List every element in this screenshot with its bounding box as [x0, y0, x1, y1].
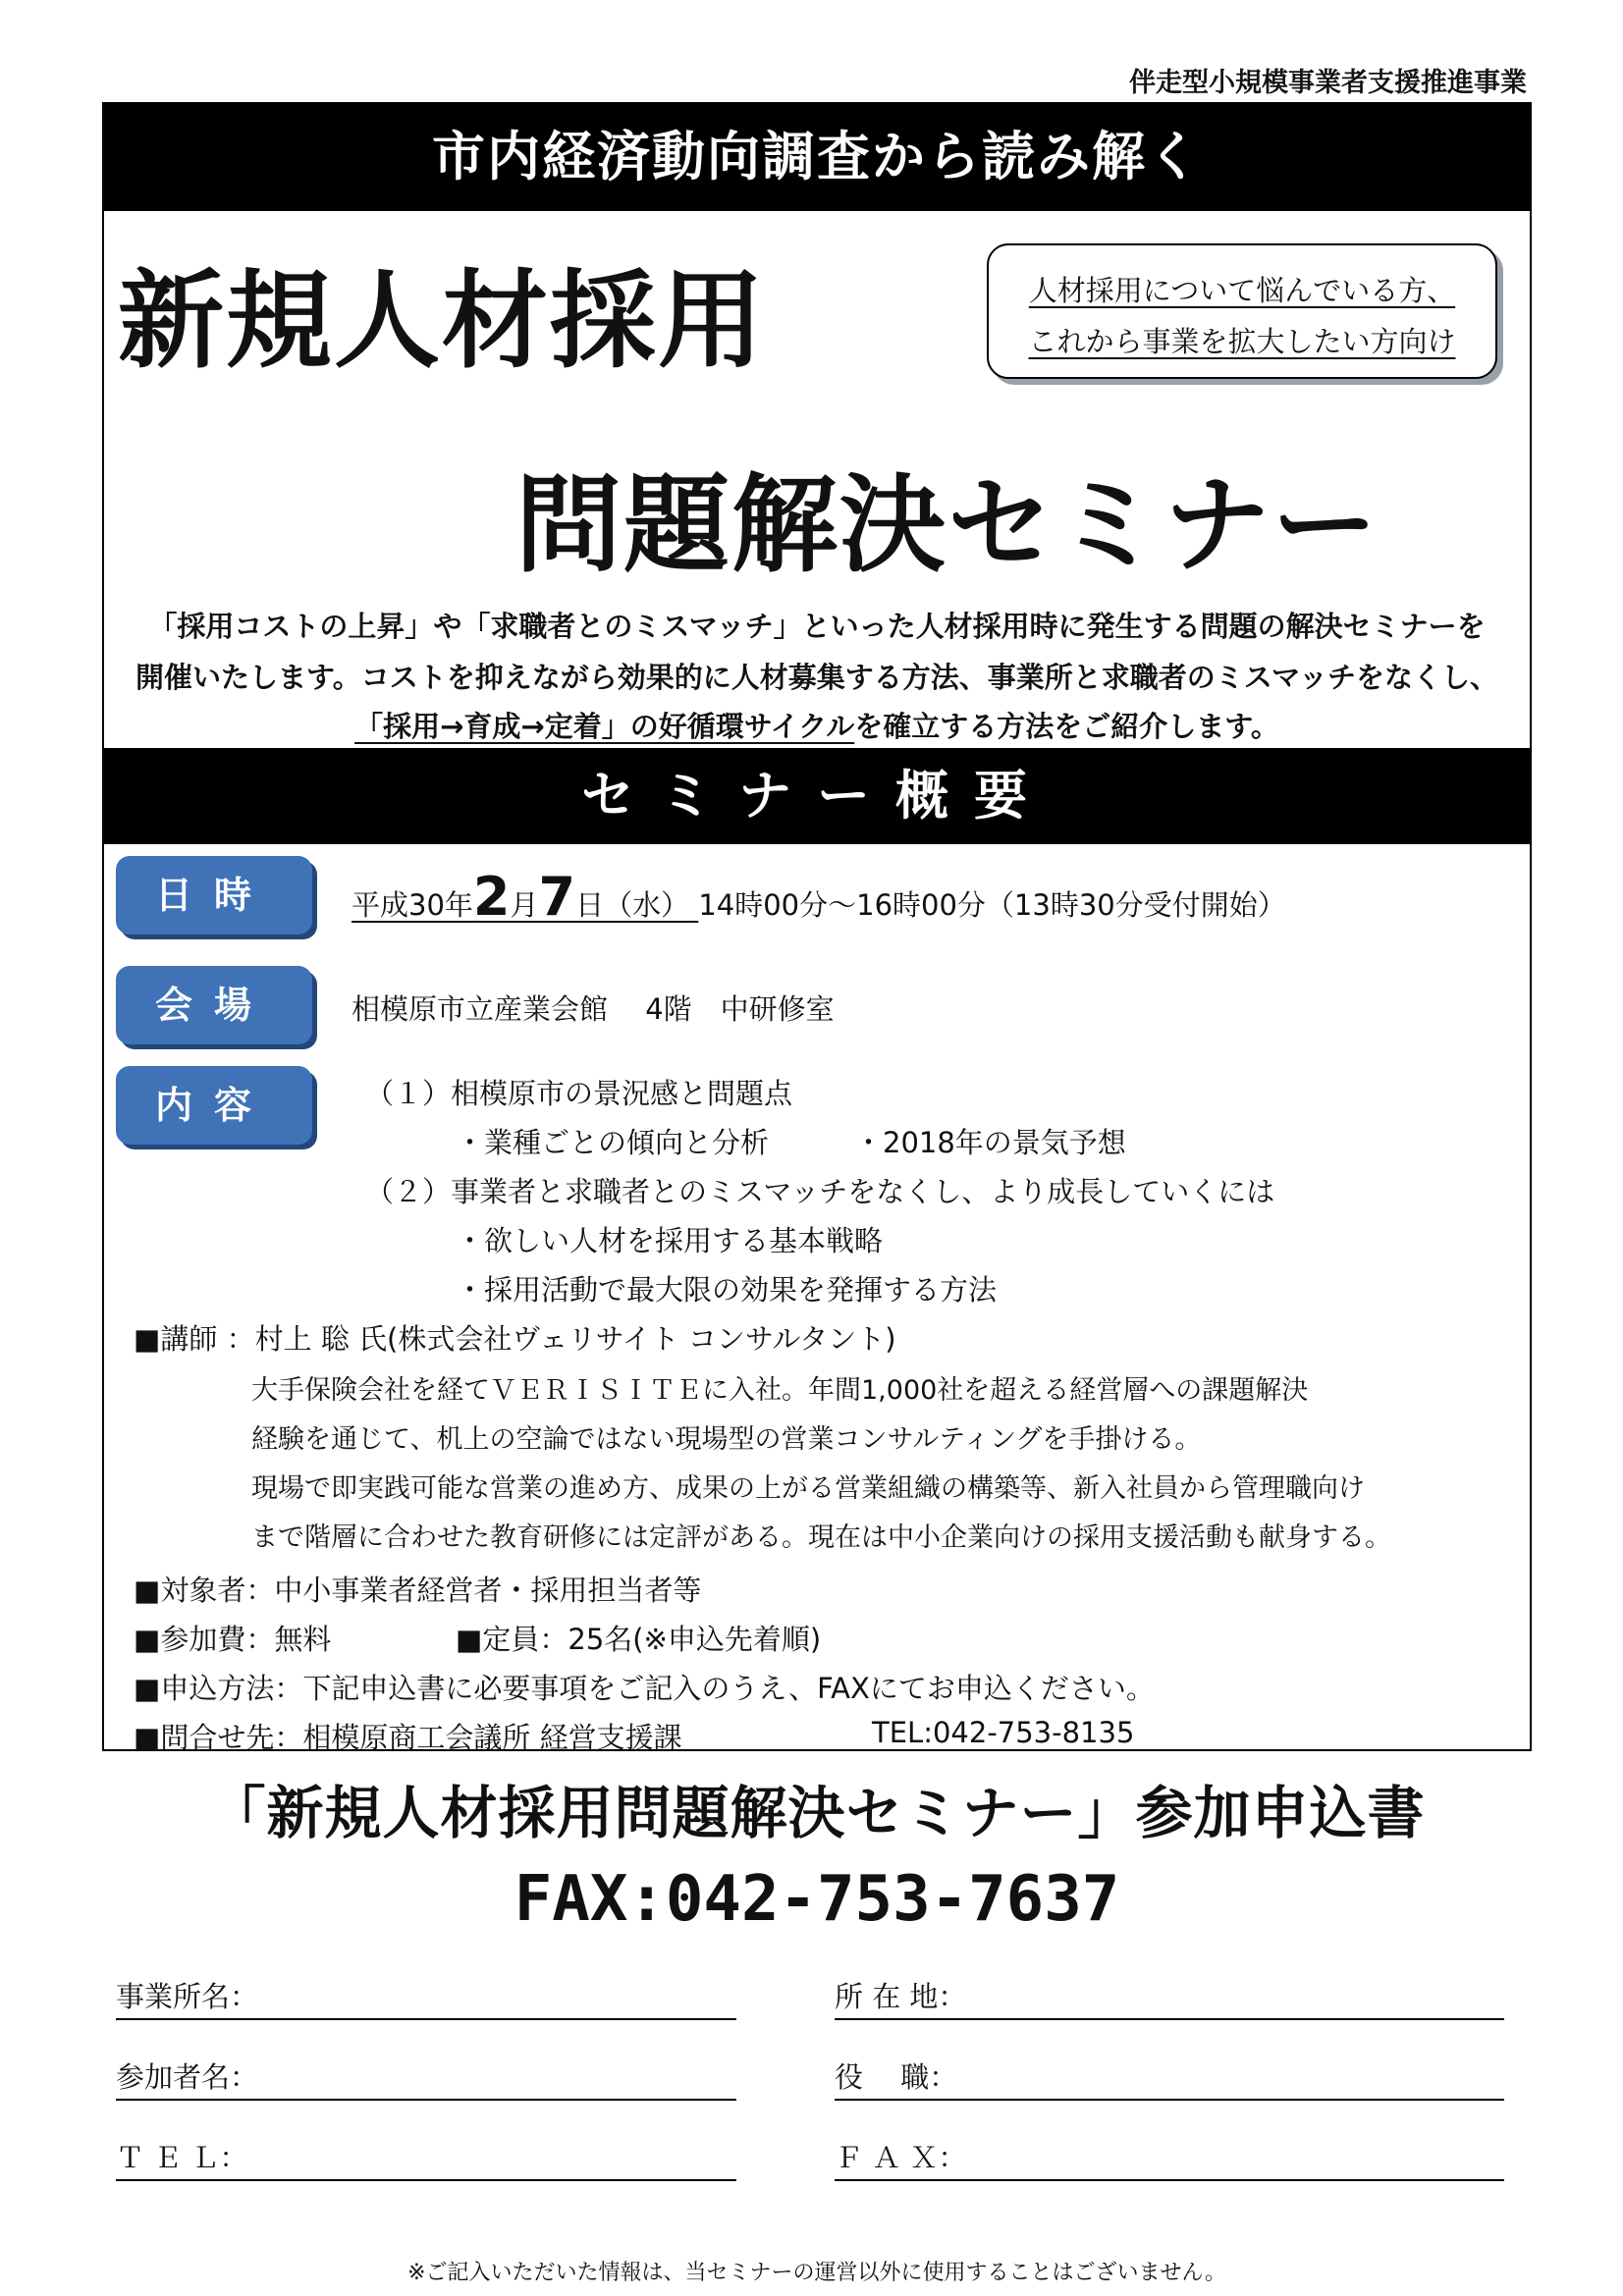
- date-day-unit: 日（水）: [575, 888, 690, 922]
- participant-label: 参加者名：: [116, 2060, 259, 2094]
- intro-line2: 開催いたします。コストを抑えながら効果的に人材募集する方法、事業所と求職者のミスマッチをなくし、: [135, 661, 1498, 694]
- title-line1: 新規人材採用: [118, 260, 767, 383]
- privacy-note: ※ご記入いただいた情報は、当セミナーの運営以外に使用することはございません。: [407, 2261, 1226, 2285]
- intro-line3-rest: を確立する方法をご紹介します。: [854, 710, 1279, 743]
- date-time: 14時00分～16時00分（13時30分受付開始）: [698, 888, 1286, 922]
- venue-text: 相模原市立産業会館 4階 中研修室: [352, 992, 835, 1026]
- date-era: 平成30年: [352, 888, 473, 922]
- date-underlined: [352, 866, 698, 928]
- company-field[interactable]: [116, 1975, 736, 2020]
- date-text: [352, 866, 1286, 928]
- fee: ■参加費：無料: [134, 1623, 332, 1656]
- audience-callout: [987, 243, 1497, 379]
- apply-method: ■申込方法：下記申込書に必要事項をご記入のうえ、FAXにてお申込ください。: [134, 1672, 1155, 1705]
- intro-line3: [102, 705, 1532, 745]
- lecturer: ■講師 ：村上 聡 氏(株式会社ヴェリサイト コンサルタント): [134, 1322, 896, 1356]
- venue-badge: 会場: [116, 966, 312, 1044]
- capacity: ■定員：25名(※申込先着順): [456, 1623, 822, 1656]
- title-line2: 問題解決セミナー: [515, 464, 1380, 587]
- form-fax: FAX:042-753-7637: [514, 1863, 1120, 1936]
- callout-line1: 人材採用について悩んでいる方、: [1028, 274, 1456, 307]
- address-label: 所 在 地：: [835, 1980, 967, 2013]
- project-name: 伴走型小規模事業者支援推進事業: [1129, 68, 1527, 98]
- date-day: 7: [538, 866, 576, 928]
- date-month: 2: [472, 866, 511, 928]
- date-badge: 日時: [116, 856, 312, 934]
- target-audience: ■対象者：中小事業者経営者・採用担当者等: [134, 1574, 702, 1607]
- content-sub-1: ・業種ごとの傾向と分析 ・2018年の景気予想: [456, 1126, 1126, 1159]
- lecturer-bio-3: 現場で即実践可能な営業の進め方、成果の上がる営業組織の構築等、新入社員から管理職向け: [251, 1473, 1365, 1504]
- fax-label: Ｆ Ａ Ｘ：: [835, 2141, 967, 2174]
- position-field[interactable]: [835, 2056, 1504, 2101]
- content-badge: 内容: [116, 1066, 312, 1145]
- content-item-1: （１）相模原市の景況感と問題点: [365, 1077, 793, 1110]
- company-label: 事業所名：: [116, 1980, 259, 2013]
- tel-field[interactable]: [116, 2136, 736, 2181]
- contact: ■問合せ先：相模原商工会議所 経営支援課: [134, 1721, 682, 1754]
- intro-line1: 「採用コストの上昇」や「求職者とのミスマッチ」といった人材採用時に発生する問題の解決セミナーを: [148, 610, 1486, 643]
- lecturer-bio-2: 経験を通じて、机上の空論ではない現場型の営業コンサルティングを手掛ける。: [251, 1424, 1202, 1455]
- lecturer-bio-4: まで階層に合わせた教育研修には定評がある。現在は中小企業向けの採用支援活動も献身する。: [251, 1522, 1391, 1553]
- position-label: 役 職：: [835, 2060, 958, 2094]
- intro-cycle-highlight: 「採用→育成→定着」の好循環サイクル: [354, 710, 855, 743]
- banner: 市内経済動向調査から読み解く: [102, 102, 1532, 211]
- tel-label: Ｔ Ｅ Ｌ：: [116, 2141, 248, 2174]
- address-field[interactable]: [835, 1975, 1504, 2020]
- contact-tel: TEL:042-753-8135: [872, 1716, 1135, 1749]
- content-sub-3: ・採用活動で最大限の効果を発揮する方法: [456, 1273, 998, 1307]
- participant-field[interactable]: [116, 2056, 736, 2101]
- lecturer-bio-1: 大手保険会社を経てＶＥＲＩＳＩＴＥに入社。年間1,000社を超える経営層への課題解決: [251, 1375, 1309, 1406]
- overview-heading: セミナー概要: [102, 748, 1532, 844]
- content-sub-2: ・欲しい人材を採用する基本戦略: [456, 1224, 884, 1257]
- fax-field[interactable]: [835, 2136, 1504, 2181]
- form-title: 「新規人材採用問題解決セミナー」参加申込書: [208, 1780, 1426, 1846]
- content-item-2: （２）事業者と求職者とのミスマッチをなくし、より成長していくには: [365, 1175, 1275, 1208]
- callout-line2: これから事業を拡大したい方向け: [1028, 325, 1456, 358]
- date-month-unit: 月: [510, 888, 539, 922]
